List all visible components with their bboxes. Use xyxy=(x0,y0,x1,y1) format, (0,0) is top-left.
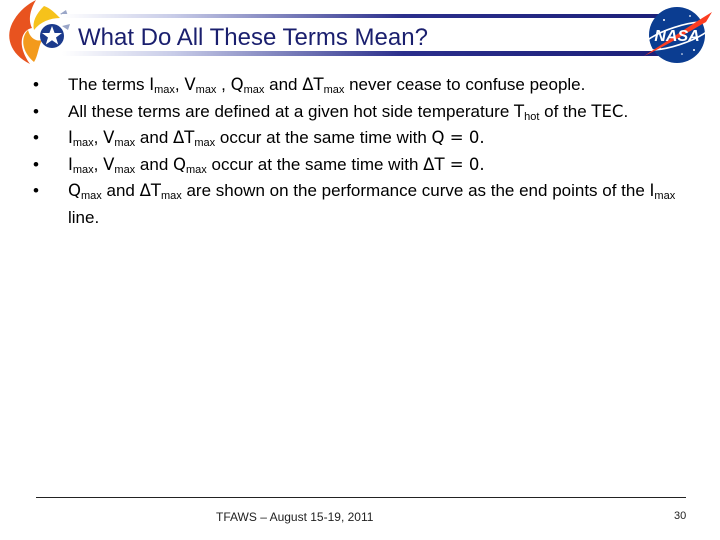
bullet-text xyxy=(68,128,485,147)
title-bar-bottom xyxy=(62,51,682,56)
bullet-dot-icon: • xyxy=(33,181,39,200)
footer-divider xyxy=(36,497,686,498)
bullet-text xyxy=(68,155,485,174)
symbol-text: T xyxy=(514,101,525,121)
bullet-item xyxy=(26,125,696,152)
subscript: max xyxy=(81,190,102,202)
symbol-text: ΔT xyxy=(173,128,195,147)
bullet-text xyxy=(68,102,628,121)
bullet-dot-icon: • xyxy=(33,154,39,174)
text-run: All these terms are defined at a given hot side temperature xyxy=(68,101,515,121)
text-run: . xyxy=(623,101,629,121)
symbol-text: Q = 0. xyxy=(431,128,485,147)
text-run: , xyxy=(216,75,231,94)
subscript: max xyxy=(195,84,217,96)
symbol-text: V xyxy=(103,128,115,147)
subscript: hot xyxy=(524,110,540,123)
text-run: are shown on the performance curve as the end points of the xyxy=(181,181,650,200)
subscript: max xyxy=(323,84,345,96)
symbol-text: I xyxy=(68,128,73,147)
bullet-item xyxy=(26,72,696,99)
symbol-text: Q xyxy=(173,154,186,174)
text-run: never cease to confuse people. xyxy=(344,75,586,94)
bullet-item xyxy=(26,99,696,126)
nasa-meatball-logo-icon xyxy=(636,2,718,68)
text-run: The terms xyxy=(68,75,150,94)
bullet-dot-icon: • xyxy=(33,101,39,121)
bullet-text xyxy=(68,181,675,227)
symbol-text: I xyxy=(149,75,155,94)
text-run: , xyxy=(174,75,185,94)
bullet-dot-icon: • xyxy=(33,128,39,147)
text-run: , xyxy=(93,128,104,147)
text-run: and xyxy=(101,181,140,200)
text-run: occur at the same time with xyxy=(215,128,432,147)
bullet-item xyxy=(26,152,696,179)
title-band xyxy=(62,14,682,56)
text-run: line. xyxy=(68,207,100,227)
slide-title: What Do All These Terms Mean? xyxy=(78,24,428,51)
bullet-dot-icon: • xyxy=(33,75,39,94)
text-run: of the xyxy=(539,101,592,121)
subscript: max xyxy=(114,137,136,149)
bullet-list xyxy=(26,72,696,231)
symbol-text: ΔT xyxy=(139,181,161,200)
subscript: max xyxy=(654,190,676,202)
text-run: occur at the same time with xyxy=(206,154,424,174)
subscript: max xyxy=(114,163,136,176)
symbol-text: V xyxy=(103,154,115,174)
text-run: and xyxy=(264,75,303,94)
subscript: max xyxy=(186,163,207,176)
subscript: max xyxy=(72,163,94,176)
text-run: and xyxy=(135,128,173,147)
symbol-text: I xyxy=(68,154,73,174)
symbol-text: ΔT = 0. xyxy=(423,154,485,174)
subscript: max xyxy=(154,84,175,96)
footer-text: TFAWS – August 15-19, 2011 xyxy=(216,510,374,524)
bullet-text xyxy=(68,75,585,94)
subscript: max xyxy=(160,190,182,202)
nasa-logo-text: NASA xyxy=(654,28,700,45)
title-bar-top xyxy=(62,14,682,18)
subscript: max xyxy=(194,137,216,149)
symbol-text: I xyxy=(649,181,655,200)
bullet-item xyxy=(26,178,696,231)
symbol-text: TEC xyxy=(591,101,624,121)
page-number: 30 xyxy=(674,510,687,522)
symbol-text: ΔT xyxy=(302,75,324,94)
subscript: max xyxy=(72,137,94,149)
text-run: and xyxy=(135,154,173,174)
symbol-text: Q xyxy=(68,181,81,200)
text-run: , xyxy=(93,154,104,174)
subscript: max xyxy=(243,84,265,96)
symbol-text: Q xyxy=(230,75,244,94)
symbol-text: V xyxy=(184,75,196,94)
